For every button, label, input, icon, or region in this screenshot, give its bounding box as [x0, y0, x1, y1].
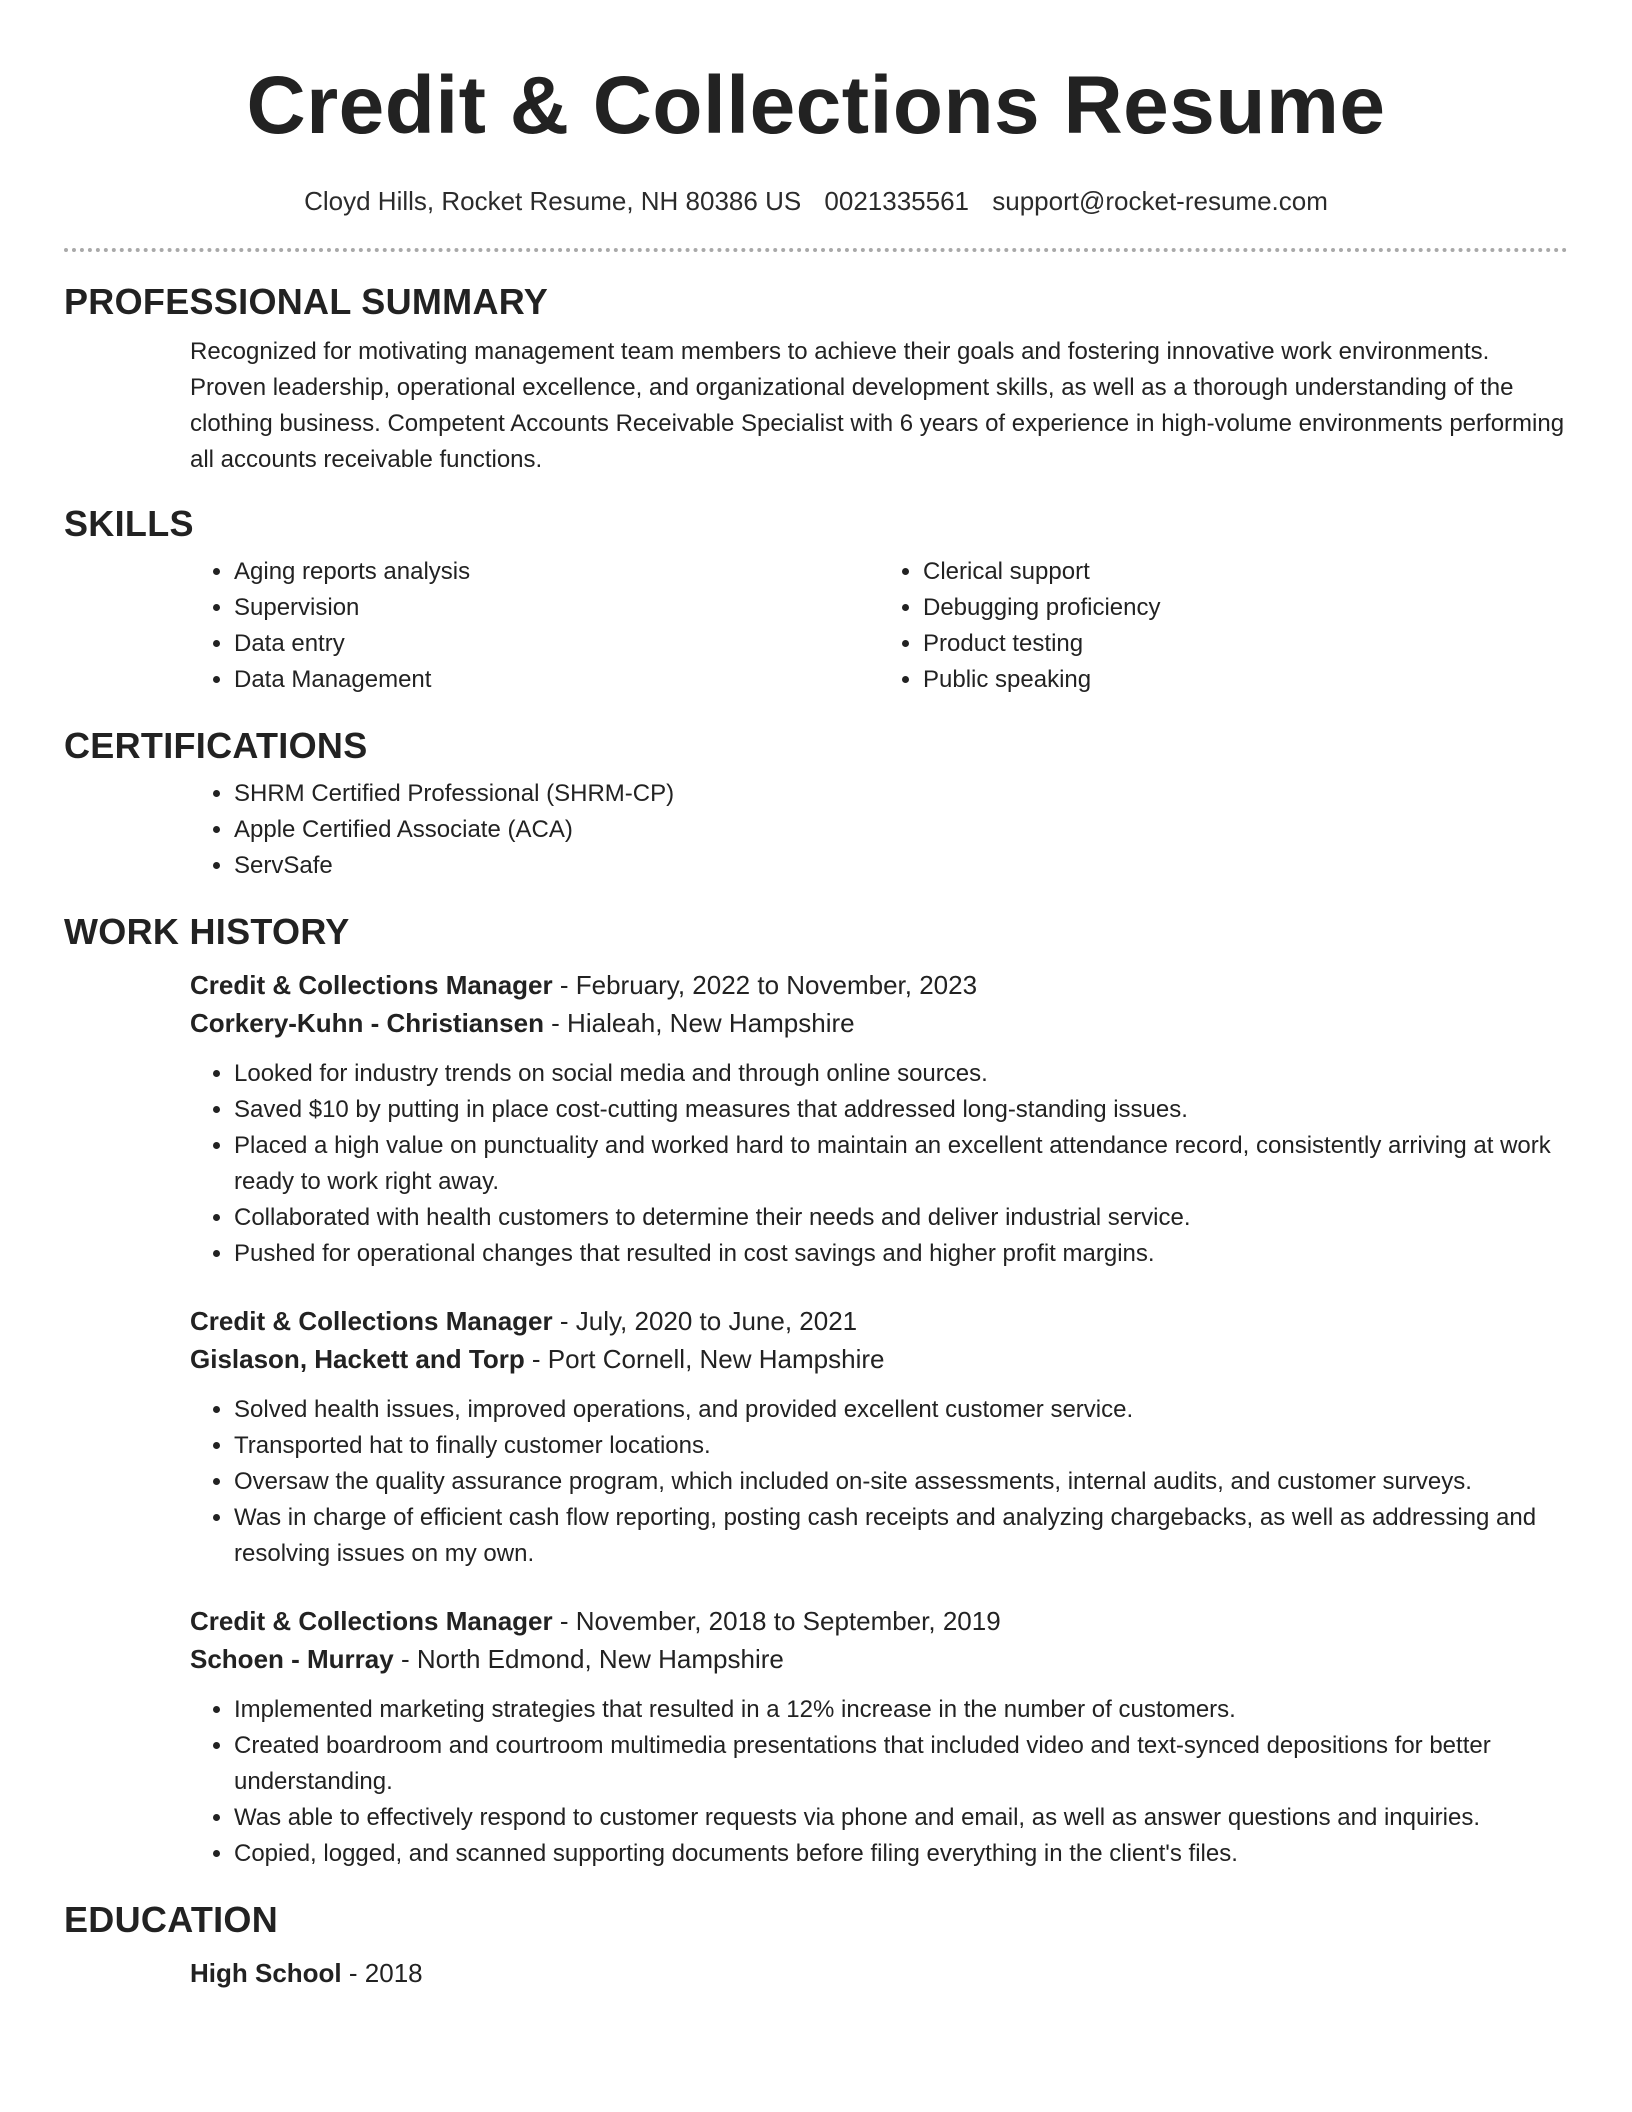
- skill-item: • Data Management: [234, 662, 879, 698]
- job-role: Credit & Collections Manager: [190, 1306, 553, 1336]
- job-company-line: [190, 1340, 1568, 1378]
- section-title-summary: PROFESSIONAL SUMMARY: [64, 281, 549, 322]
- header-divider: [64, 248, 1568, 252]
- job-duty: • Transported hat to finally customer locations.: [234, 1428, 1568, 1464]
- job-role-line: [190, 1602, 1568, 1640]
- work-history-body: [64, 966, 1568, 1872]
- job-location: - Hialeah, New Hampshire: [543, 1008, 855, 1038]
- section-certifications: [64, 724, 1568, 884]
- education-body: [64, 1954, 1568, 1992]
- section-title-certifications: CERTIFICATIONS: [64, 725, 368, 766]
- job-duty: • Looked for industry trends on social media and through online sources.: [234, 1056, 1568, 1092]
- job-duties-list: [190, 1392, 1568, 1572]
- job-role-line: [190, 1302, 1568, 1340]
- section-skills: [64, 502, 1568, 698]
- summary-text: Recognized for motivating management team members to achieve their goals and fostering innovative work environments. Proven leadership, operational excellence, and organizational development skills, as well as a thorough understanding of the clothing business. Competent Accounts Receivable Specialist with 6 years of experience in high-volume environments performing all accounts receivable functions.: [190, 338, 1565, 473]
- job-duty: • Placed a high value on punctuality and worked hard to maintain an excellent attendance record, consistently arriving at work ready to work right away.: [234, 1128, 1568, 1200]
- job-entry: [190, 966, 1568, 1272]
- skill-item: • Product testing: [923, 626, 1568, 662]
- certification-item: • Apple Certified Associate (ACA): [234, 812, 1568, 848]
- certifications-list: [190, 776, 1568, 884]
- certification-item: • SHRM Certified Professional (SHRM-CP): [234, 776, 1568, 812]
- contact-line: [64, 184, 1568, 218]
- skills-list-left: [190, 554, 879, 698]
- education-year: - 2018: [341, 1958, 423, 1988]
- skill-item: • Data entry: [234, 626, 879, 662]
- skill-item: • Aging reports analysis: [234, 554, 879, 590]
- job-role: Credit & Collections Manager: [190, 1606, 553, 1636]
- job-duties-list: [190, 1692, 1568, 1872]
- skill-item: • Clerical support: [923, 554, 1568, 590]
- contact-phone: 0021335561: [824, 186, 970, 216]
- contact-email: support@rocket-resume.com: [992, 186, 1328, 216]
- skill-item: • Supervision: [234, 590, 879, 626]
- job-duty: • Created boardroom and courtroom multimedia presentations that included video and text-synced depositions for better understanding.: [234, 1728, 1568, 1800]
- job-duty: • Copied, logged, and scanned supporting documents before filing everything in the client's files.: [234, 1836, 1568, 1872]
- job-company-line: [190, 1640, 1568, 1678]
- job-location: - North Edmond, New Hampshire: [393, 1644, 784, 1674]
- job-duty: • Pushed for operational changes that resulted in cost savings and higher profit margins.: [234, 1236, 1568, 1272]
- summary-body: [64, 334, 1568, 478]
- job-duty: • Solved health issues, improved operations, and provided excellent customer service.: [234, 1392, 1568, 1428]
- education-degree: High School: [190, 1958, 342, 1988]
- job-dates: - February, 2022 to November, 2023: [552, 970, 978, 1000]
- skills-grid: [190, 554, 1568, 698]
- job-duty: • Oversaw the quality assurance program, which included on-site assessments, internal audits, and customer surveys.: [234, 1464, 1568, 1500]
- skill-item: • Debugging proficiency: [923, 590, 1568, 626]
- section-education: [64, 1898, 1568, 1992]
- certification-item: • ServSafe: [234, 848, 1568, 884]
- skill-item: • Public speaking: [923, 662, 1568, 698]
- job-company: Gislason, Hackett and Torp: [190, 1344, 525, 1374]
- job-role: Credit & Collections Manager: [190, 970, 553, 1000]
- job-entry: [190, 1602, 1568, 1872]
- job-dates: - July, 2020 to June, 2021: [552, 1306, 858, 1336]
- section-professional-summary: [64, 280, 1568, 478]
- job-duty: • Was in charge of efficient cash flow reporting, posting cash receipts and analyzing chargebacks, as well as addressing and resolving issues on my own.: [234, 1500, 1568, 1572]
- skills-body: [64, 554, 1568, 698]
- job-company-line: [190, 1004, 1568, 1042]
- job-duties-list: [190, 1056, 1568, 1272]
- job-dates: - November, 2018 to September, 2019: [552, 1606, 1001, 1636]
- certifications-body: [64, 776, 1568, 884]
- section-title-skills: SKILLS: [64, 503, 194, 544]
- contact-address: Cloyd Hills, Rocket Resume, NH 80386 US: [304, 186, 802, 216]
- job-duty: • Was able to effectively respond to customer requests via phone and email, as well as answer questions and inquiries.: [234, 1800, 1568, 1836]
- job-duty: • Collaborated with health customers to determine their needs and deliver industrial service.: [234, 1200, 1568, 1236]
- section-title-education: EDUCATION: [64, 1899, 279, 1940]
- resume-title: Credit & Collections Resume: [246, 60, 1386, 151]
- section-work-history: [64, 910, 1568, 1872]
- job-duty: • Implemented marketing strategies that resulted in a 12% increase in the number of customers.: [234, 1692, 1568, 1728]
- job-entry: [190, 1302, 1568, 1572]
- section-title-work-history: WORK HISTORY: [64, 911, 350, 952]
- job-location: - Port Cornell, New Hampshire: [524, 1344, 885, 1374]
- job-company: Corkery-Kuhn - Christiansen: [190, 1008, 544, 1038]
- job-company: Schoen - Murray: [190, 1644, 394, 1674]
- job-role-line: [190, 966, 1568, 1004]
- skills-list-right: [879, 554, 1568, 698]
- education-entry: [190, 1954, 1568, 1992]
- job-duty: • Saved $10 by putting in place cost-cutting measures that addressed long-standing issues.: [234, 1092, 1568, 1128]
